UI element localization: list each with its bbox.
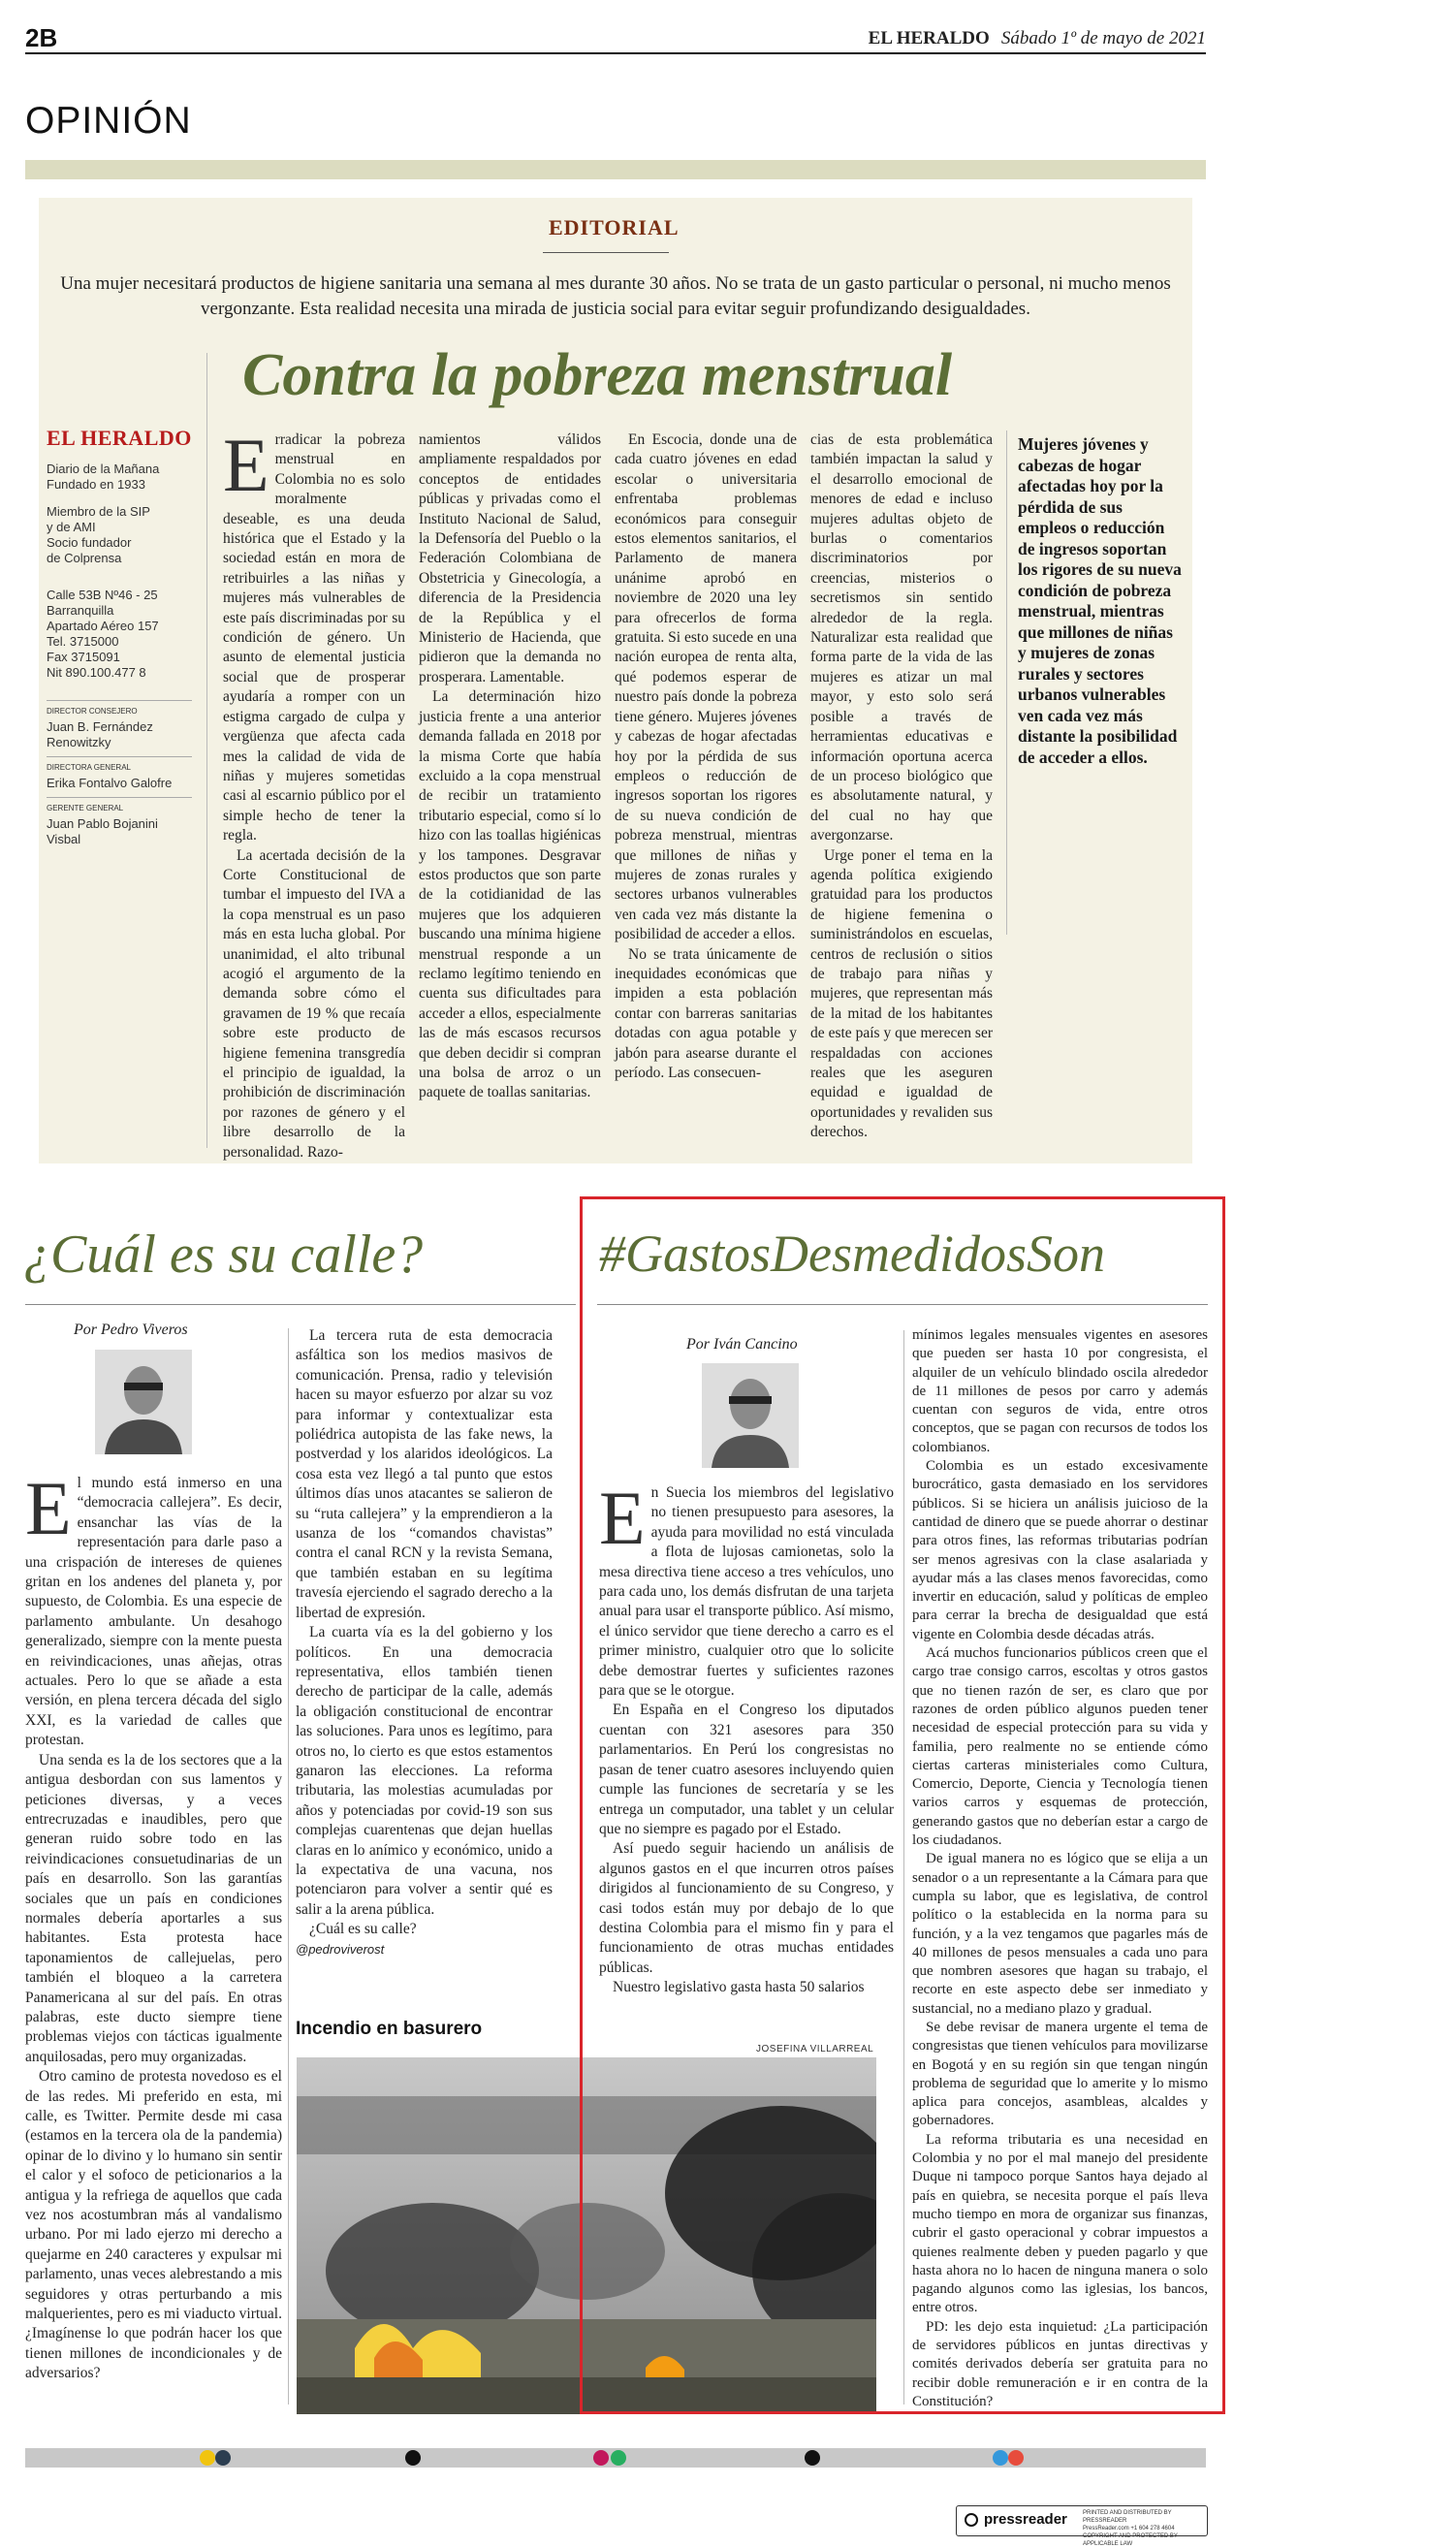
editorial-paragraph: Urge poner el tema en la agenda política exigiendo gratuidad para los productos de higiene femenina o suministrándolos en escuelas, centros de reclusión o sitios de trabajo para niñas y mujeres, que representan más de la mitad de los habitantes de este país y que merecen ser respaldadas con acciones reales que les aseguren equidad e igualdad de oportunidades y revaliden sus derechos. [810,846,993,1141]
registration-dot [993,2450,1008,2466]
editorial-title: Contra la pobreza menstrual [242,342,953,408]
editorial-pullquote: Mujeres jóvenes y cabezas de hogar afectadas hoy por la pérdida de sus empleos o reducción de ingresos soportan los rigores de su nueva condición de pobreza menstrual, mientras que millones de niñas y mujeres de zonas rurales y sectores urbanos vulnerables ven cada vez más distante la posibilidad de acceder a ellos. [1018,434,1182,767]
right-paragraph: De igual manera no es lógico que se elija a un senador o a un representante a la Cámara para que cumpla su labor, que es legislativa, de control político o la establecida en la norma para su función, y a la vez tengamos que pagarles más de 40 millones de pesos mensuales a cada uno para que nombren asesores que hagan su trabajo, el recorte en este aspecto debe ser inmediato y sustancial, no a mediano plazo y gradual. [912,1851,1208,2017]
right-paragraph: PD: les dejo esta inquietud: ¿La participación de servidores públicos en juntas directivas y comités derivados debería ser gratuita para no recibir doble remuneración e ir en contra de la Constitución? [912,2318,1208,2409]
left-column-body-2 [296,1326,553,1959]
header-masthead [869,27,1206,49]
right-paragraph: Así puedo seguir haciendo un análisis de algunos gastos en el que incurren otros países dirigidos al funcionamiento de su Congreso, y casi todos están muy por debajo de lo que destina Colombia para el mismo fin y para el funcionamiento de otras muchas entidades públicas. [599,1840,894,1976]
editorial-col-2 [419,430,601,1103]
section-title: OPINIÓN [25,100,192,142]
registration-dot [405,2450,421,2466]
masthead-line: Fundado en 1933 [47,477,145,492]
editorial-paragraph: cias de esta problemática también impactan la salud y el desarrollo emocional de menores de edad e incluso mujeres adultas objeto de burlas o comentarios discriminatorios por creencias, misterios o secretismos sin sentido alrededor de la regla. Naturalizar esta realidad que forma parte de la vida de las mujeres es atizar un mal mayor, y esto solo será posible a través de herramientas educativas e información oportuna acerca de un proceso biológico que es absolutamente natural, y del cual no hay que avergonzarse. [810,431,993,844]
left-column-divider [288,1328,289,2405]
right-byline: Por Iván Cancino [686,1336,798,1353]
registration-dot [1008,2450,1024,2466]
right-paragraph: En España en el Congreso los diputados cuentan con 321 asesores para 350 parlamentarios. En Perú los congresistas no pasan de tener cuatro asesores incluyendo quien cumple las funciones de secretaría y se les entrega un computador, una tablet y un celular que no siempre es pagado por el Estado. [599,1702,894,1837]
left-byline: Por Pedro Viveros [74,1322,188,1338]
right-column-body-1 [599,1476,894,1998]
masthead-name: Erika Fontalvo Galofre [47,776,173,790]
masthead-role: GERENTE GENERAL [47,797,192,816]
editorial-col-3 [615,430,797,1083]
registration-dot [593,2450,609,2466]
left-paragraph: ¿Cuál es su calle? [309,1921,417,1938]
left-column-body-1 [25,1466,282,2384]
left-dropcap: E [25,1466,72,1550]
masthead-line: Diario de la Mañana [47,462,160,476]
photo-credit: JOSEFINA VILLARREAL [756,2044,874,2054]
right-column-body-2 [912,1326,1208,2411]
masthead-name: Juan B. Fernández Renowitzky [47,719,153,749]
header-rule [25,52,1206,54]
left-title-rule [25,1304,576,1305]
left-paragraph: Otro camino de protesta novedoso es el de las redes. Mi preferido en esta, mi calle, es Twitter. Permite desde mi casa (estamos en la tercera ola de la pandemia) opinar de lo divino y lo humano sin sentir el calor y el sofoco de peticionarios a la antigua y la refriega de aquellos que cada vez nos acostumbran más al vandalismo urbano. Por mi lado ejerzo mi derecho a quejarme en 240 caracteres y expulsar mi parlamento, unas veces alebrestando a mis seguidores y otras perturbando a mis malquerientes, pero es mi viaducto virtual. ¿Imagínense lo que podrán hacer los que tienen millones de incondicionales y de adversarios? [25,2068,282,2382]
page-number: 2B [25,23,58,52]
author-portrait-cancino [702,1363,799,1468]
pressreader-icon [965,2513,978,2527]
masthead-line: Socio fundador [47,535,132,550]
left-paragraph: Una senda es la de los sectores que a la antigua desbordan con sus lamentos y peticiones diversas, y a veces entrecruzadas e inaudibles, pero que generan ruido sobre todo en las reivindicaciones consuetudinarias de un país en desarrollo. Son las garantías sociales que un país en condiciones normales debería aportarles a sus habitantes. Esta protesta hace taponamientos de callejuelas, pero también el bloqueo a la carretera Panamericana al sur del país. En otras palabras, este ducto siempre tiene problemas viejos con tácticas igualmente anquilosadas, pero muy organizadas. [25,1751,282,2065]
right-paragraph: Se debe revisar de manera urgente el tema de congresistas que tienen vehículos para movilizarse en Bogotá y en su región sin que tengan ningún problema de seguridad que lo amerite y lo mismo aplica para concejos, asambleas, alcaldes y gobernadores. [912,2019,1208,2129]
right-column-divider [903,1330,904,2405]
pressreader-badge [956,2505,1208,2547]
masthead-role: DIRECTORA GENERAL [47,756,192,776]
left-column-title: ¿Cuál es su calle? [23,1225,424,1285]
editorial-lede: Una mujer necesitará productos de higiene sanitaria una semana al mes durante 30 años. No se trata de un gasto particular o personal, ni mucho menos vergonzante. Esta realidad necesita una mirada de justicia social para evitar seguir profundizando desigualdades. [60,273,1171,319]
left-author-handle: @pedroviverost [296,1941,385,1957]
author-portrait-viveros [95,1350,192,1454]
fineprint-line: PressReader.com +1 604 278 4604 [1083,2526,1175,2532]
right-paragraph: Colombia es un estado excesivamente burocrático, gasta demasiado en los servidores públicos. Si se hiciera un análisis juicioso de la cantidad de dinero que se puede ahorrar o destinar para otros fines, las reformas tributarias podrían ser menos agresivas con la clase asalariada y ayudar más a las clases menos favorecidas, como invertir en educación, salud y políticas de empleo para cerrar la brecha de desigualdad que está vigente en Colombia desde décadas atrás. [912,1458,1208,1642]
issue-date: Sábado 1º de mayo de 2021 [1000,28,1206,48]
masthead-logo: EL HERALDO [47,426,192,450]
masthead-address: Barranquilla [47,603,114,618]
pressreader-logo: pressreader [984,2511,1067,2528]
masthead-line: de Colprensa [47,551,122,565]
left-paragraph: l mundo está inmerso en una “democracia callejera”. Es decir, ensanchar las vías de la representación para darle paso a una crispación de intereses de quienes gritan en los andenes del planeta y, por supuesto, de Colombia. Es una especie de parlamento ambulante. Un desahogo generalizado, siempre con la mente puesta en reivindicaciones, unas añejas, otras actuales. Pero lo que se añade a esta versión, en plena tercera década del siglo XXI, es la variedad de calles que protestan. [25,1475,282,1749]
right-paragraph: mínimos legales mensuales vigentes en asesores que pueden ser hasta 10 por congresista, el alquiler de un vehículo blindado oscila alrededor de 11 millones de pesos por carro y además cuentan con seguros de vida, entre otros conceptos, que se pagan con recursos de todos los colombianos. [912,1327,1208,1455]
masthead-name: Juan Pablo Bojanini Visbal [47,816,158,846]
photo-caption: Incendio en basurero [296,2019,483,2039]
masthead-address: Apartado Aéreo 157 [47,619,159,633]
editorial-paragraph: No se trata únicamente de inequidades económicas que impiden a esta población contar con barreras sanitarias dotadas con agua potable y jabón para asearse durante el período. Las consecuen- [615,945,797,1081]
editorial-label: EDITORIAL [549,215,680,239]
pressreader-fineprint [1083,2509,1203,2548]
registration-dot [805,2450,820,2466]
editorial-col-4 [810,430,993,1143]
paper-name: EL HERALDO [868,28,990,48]
left-paragraph: La cuarta vía es la del gobierno y los políticos. En una democracia representativa, ellos también tienen derecho de participar de la calle, además la obligación constitucional de encontrar las soluciones. Para unos es legítimo, para otros no, lo cierto es que estos estamentos ganaron las elecciones. La reforma tributaria, las molestias acumuladas por años y potenciadas por covid-19 son sus complejas cuarentenas que dejan huellas claras en lo anímico y económico, unido a la expectativa de una vacuna, nos potenciaron para volver a sentir qué es salir a la arena pública. [296,1624,553,1918]
fineprint-line: PRINTED AND DISTRIBUTED BY PRESSREADER [1083,2510,1172,2524]
editorial-label-rule [543,252,669,253]
registration-dot [200,2450,215,2466]
registration-dot [611,2450,626,2466]
editorial-paragraph: rradicar la pobreza menstrual en Colombia no es solo moralmente deseable, es una deuda histórica que el Estado y la sociedad están en mora de retribuirles a las niñas y mujeres más vulnerables de este país discriminadas por su condición de género. Un asunto de elemental justicia social que de prosperar ayudaría a romper con un estigma cargado de culpa y vergüenza que afecta cada mes la calidad de vida de niñas y mujeres sometidas casi al escarnio público por el simple hecho de tener la regla. [223,431,405,844]
section-strip [25,160,1206,179]
right-paragraph: Nuestro legislativo gasta hasta 50 salarios [613,1979,865,1996]
right-paragraph: n Suecia los miembros del legislativo no tienen presupuesto para asesores, la ayuda para movilidad no está vinculada a flota de lujosas camionetas, solo la mesa directiva tiene acceso a tres vehículos, uno para cada uno, los demás disfrutan de una tarjeta anual para usar el transporte público. Así mismo, el único servidor que tiene derecho a carro es el primer ministro, cualquier otro que lo solicite debe demostrar fuertes y suficientes razones para que se le otorgue. [599,1484,894,1700]
right-paragraph: La reforma tributaria es una necesidad en Colombia y no por el mal manejo del presidente Duque ni tampoco porque Santos haya dejado al país en quiebra, se necesita porque el país lleva mucho tiempo en mora de organizar sus finanzas, cubrir el gasto operacional y cobrar impuestos a quienes realmente deben y pueden pagarlo y que hasta ahora no lo hacen de ninguna manera o solo pagando algunos como las iglesias, los bancos, entre otros. [912,2131,1208,2316]
left-paragraph: La tercera ruta de esta democracia asfáltica son los medios masivos de comunicación. Prensa, radio y televisión hacen su mayor esfuerzo por alzar su voz para informar y contextualizar esta poliédrica autopista de las fake news, la postverdad y los alaridos ideológicos. La cosa esta vez llegó a tal punto que estos últimos días unos atacantes se salieron de su “ruta callejera” y la emprendieron a la usanza de los “comandos chavistas” contra el canal RCN y la revista Semana, que también estaban en su legítima travesía ejerciendo el sagrado derecho a la libertad de expresión. [296,1327,553,1621]
masthead-address: Calle 53B Nº46 - 25 [47,588,158,602]
masthead-sidebar [47,426,192,847]
lede-left-divider [206,353,207,1148]
registration-dot [215,2450,231,2466]
right-dropcap: E [599,1476,646,1560]
editorial-col-1 [223,423,405,1163]
right-column-title: #GastosDesmedidosSon [599,1225,1105,1283]
masthead-address: Fax 3715091 [47,650,120,664]
masthead-line: y de AMI [47,520,96,534]
right-paragraph: Acá muchos funcionarios públicos creen que el cargo trae consigo carros, escoltas y otros gastos que no tienen razón de ser, es claro que por razones de orden público algunos pueden tener necesidad de especial protección para su vida y familia, pero realmente no se entiende cómo ciertas carteras ministeriales como Cultura, Comercio, Deporte, Ciencia y Tecnología tienen varios carros y esquemas de protección, generando gastos que no deberían estar a cargo de los ciudadanos. [912,1645,1208,1849]
fineprint-line: COPYRIGHT AND PROTECTED BY APPLICABLE LAW [1083,2533,1178,2547]
masthead-address: Nit 890.100.477 8 [47,665,146,680]
masthead-address: Tel. 3715000 [47,634,119,649]
editorial-paragraph: La acertada decisión de la Corte Constitucional de tumbar el impuesto del IVA a la copa menstrual es un paso más en esta lucha global. Por unanimidad, el alto tribunal acogió el argumento de la demanda sobre cómo el gravamen de 19 % que recaía sobre este producto de higiene femenina transgredía el principio de igualdad, la prohibición de discriminación por razones de género y el libre desarrollo de la personalidad. Razo- [223,846,405,1161]
editorial-paragraph: En Escocia, donde una de cada cuatro jóvenes en edad escolar o universitaria enfrentaba problemas económicos para conseguir estos elementos sanitarios, el Parlamento de manera unánime aprobó en noviembre de 2020 una ley para ofrecerlos de forma gratuita. Si esto sucede en una nación europea de renta alta, qué podemos esperar de nuestro país donde la pobreza tiene género. Mujeres jóvenes y cabezas de hogar afectadas hoy por la pérdida de sus empleos o reducción de ingresos soportan los rigores de su nueva condición de pobreza menstrual, mientras que millones de niñas y mujeres de zonas rurales y sectores urbanos vulnerables ven cada vez más distante la posibilidad de acceder a ellos. [615,431,797,943]
masthead-role: DIRECTOR CONSEJERO [47,700,192,719]
right-title-rule [597,1304,1208,1305]
editorial-dropcap: E [223,423,269,507]
masthead-line: Miembro de la SIP [47,504,150,519]
pullquote-divider [1006,430,1007,935]
editorial-paragraph: La determinación hizo justicia frente a una anterior demanda fallada en 2018 por la misma Corte que había excluido a la copa menstrual de recibir un tratamiento tributario especial, como sí lo hizo con las toallas higiénicas y los tampones. Desgravar estos productos que son parte de la cotidianidad de las mujeres que los adquieren buscando una mínima higiene menstrual responde a un reclamo legítimo teniendo en cuenta sus dificultades para acceder a ellos, especialmente las de más escasos recursos que deben decidir si compran una bolsa de arroz o un paquete de toallas sanitarias. [419,688,601,1101]
editorial-paragraph: namientos válidos ampliamente respaldados por conceptos de entidades públicas y privadas como el Instituto Nacional de Salud, la Defensoría del Pueblo o la Federación Colombiana de Obstetricia y Ginecología, a diferencia de la Presidencia de la República y el Ministerio de Hacienda, que pidieron que la demanda no prosperara. Lamentable. [419,431,601,685]
